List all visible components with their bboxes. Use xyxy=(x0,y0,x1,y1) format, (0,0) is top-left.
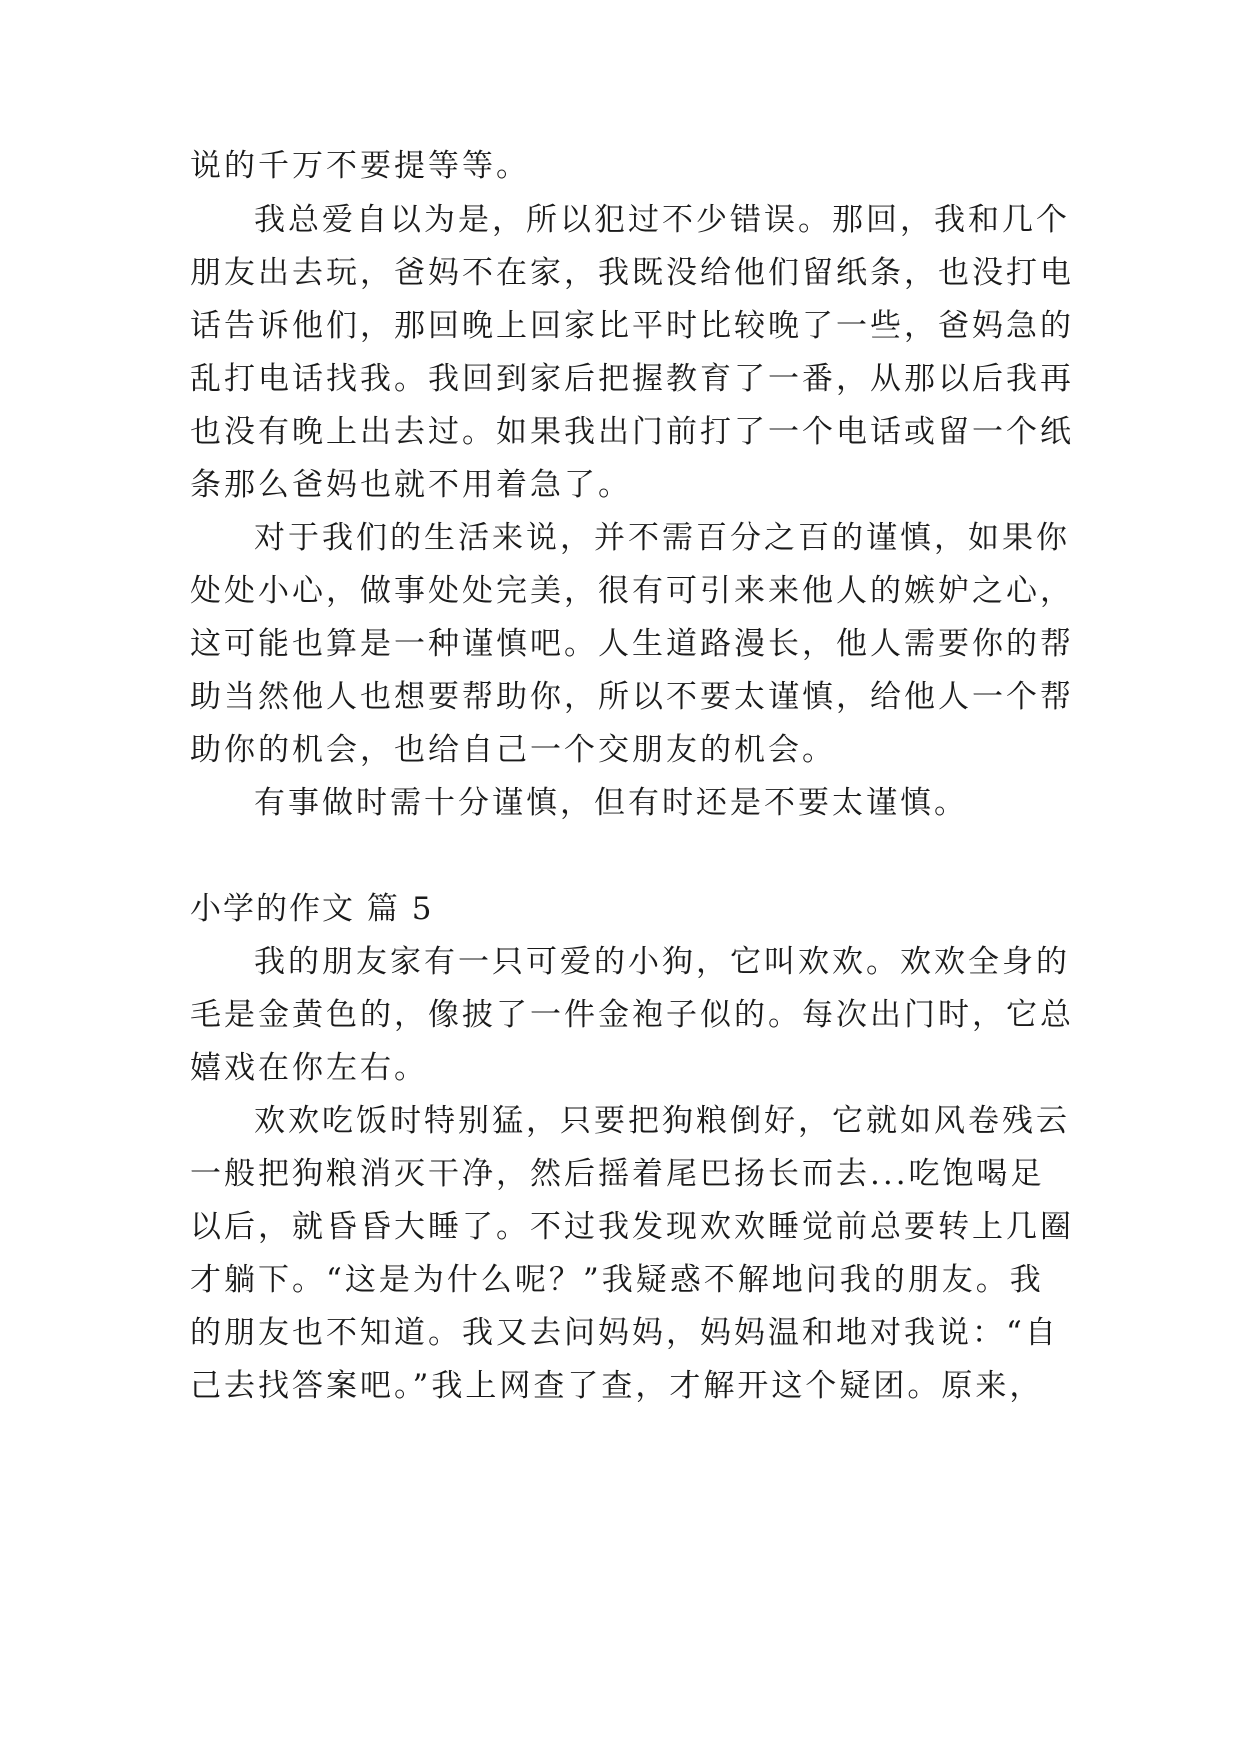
text-line: 的朋友也不知道。我又去问妈妈，妈妈温和地对我说：“自 xyxy=(190,1315,1059,1351)
text-line: 助当然他人也想要帮助你，所以不要太谨慎，给他人一个帮 xyxy=(190,679,1074,715)
text-line: 己去找答案吧。”我上网查了查，才解开这个疑团。原来， xyxy=(190,1368,1044,1404)
text-line: 处处小心，做事处处完美，很有可引来来他人的嫉妒之心， xyxy=(190,573,1074,609)
text-line: 话告诉他们，那回晚上回家比平时比较晚了一些，爸妈急的 xyxy=(190,308,1074,344)
text-line: 这可能也算是一种谨慎吧。人生道路漫长，他人需要你的帮 xyxy=(190,626,1074,662)
paragraph-start-line: 我的朋友家有一只可爱的小狗，它叫欢欢。欢欢全身的 xyxy=(254,944,1070,980)
paragraph-start-line: 我总爱自以为是，所以犯过不少错误。那回，我和几个 xyxy=(254,202,1070,238)
section-heading: 小学的作文 篇 5 xyxy=(190,891,434,927)
text-line: 也没有晚上出去过。如果我出门前打了一个电话或留一个纸 xyxy=(190,414,1074,450)
paragraph-start-line: 欢欢吃饭时特别猛，只要把狗粮倒好，它就如风卷残云 xyxy=(254,1103,1070,1139)
text-line: 以后，就昏昏大睡了。不过我发现欢欢睡觉前总要转上几圈 xyxy=(190,1209,1074,1245)
text-line: 助你的机会，也给自己一个交朋友的机会。 xyxy=(190,732,836,768)
text-line: 一般把狗粮消灭干净，然后摇着尾巴扬长而去...吃饱喝足 xyxy=(190,1156,1045,1192)
text-line: 毛是金黄色的，像披了一件金袍子似的。每次出门时，它总 xyxy=(190,997,1074,1033)
text-line: 才躺下。“这是为什么呢？”我疑惑不解地问我的朋友。我 xyxy=(190,1262,1044,1298)
text-line: 乱打电话找我。我回到家后把握教育了一番，从那以后我再 xyxy=(190,361,1074,397)
text-line: 朋友出去玩，爸妈不在家，我既没给他们留纸条，也没打电 xyxy=(190,255,1074,291)
paragraph-start-line: 对于我们的生活来说，并不需百分之百的谨慎，如果你 xyxy=(254,520,1070,556)
text-line: 条那么爸妈也就不用着急了。 xyxy=(190,467,632,503)
paragraph-start-line: 有事做时需十分谨慎，但有时还是不要太谨慎。 xyxy=(254,785,968,821)
text-line: 嬉戏在你左右。 xyxy=(190,1050,428,1086)
text-line: 说的千万不要提等等。 xyxy=(190,148,530,184)
